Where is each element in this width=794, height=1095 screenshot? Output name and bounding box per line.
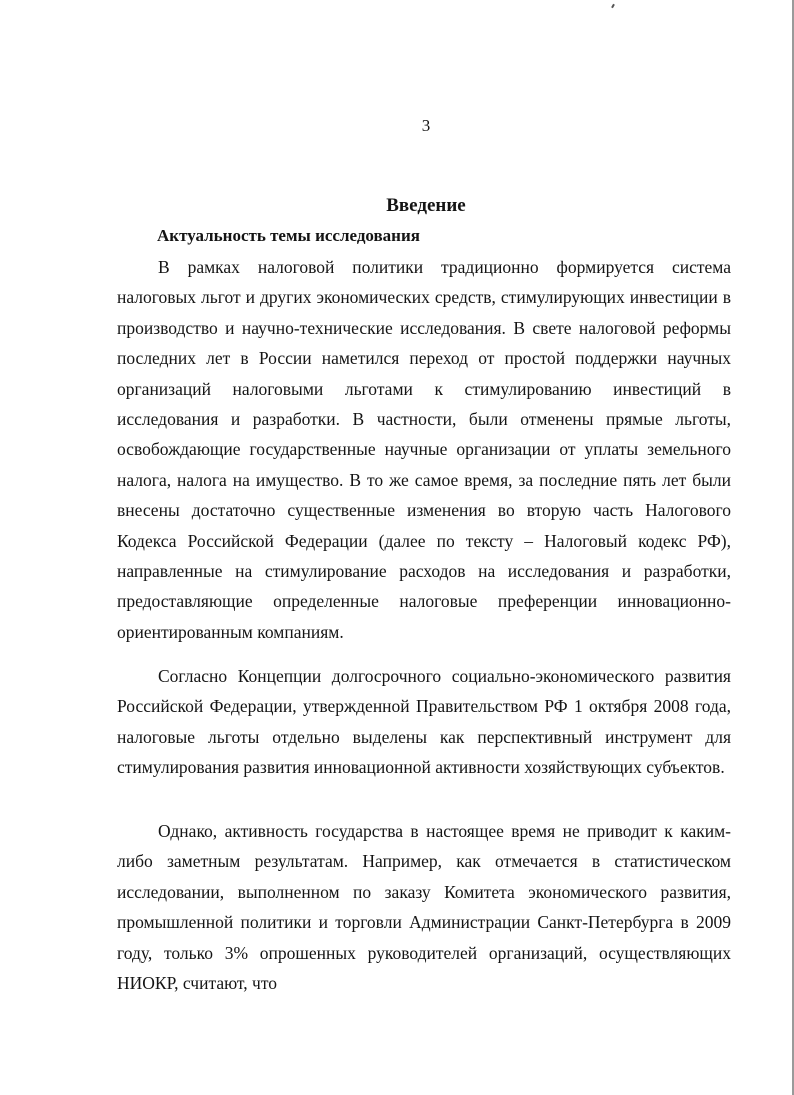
scan-speck — [611, 4, 615, 8]
page-number: 3 — [421, 116, 431, 135]
subsection-title: Актуальность темы исследования — [157, 226, 420, 245]
paragraph-1 — [117, 252, 731, 647]
paragraph-2-text: Согласно Концепции долгосрочного социально-экономического развития Российской Федерации, утвержденной Правительством РФ 1 октября 2008 года, налоговые льготы отдельно выделены как перспективный инструмент для стимулирования развития инновационной активности хозяйствующих субъектов. — [117, 666, 731, 778]
paragraph-1-text: В рамках налоговой политики традиционно формируется система налоговых льгот и других экономических средств, стимулирующих инвестиции в производство и научно-технические исследования. В свете налоговой реформы последних лет в России наметился переход от простой поддержки научных организаций налоговыми льготами к стимулированию инвестиций в исследования и разработки. В частности, были отменены прямые льготы, освобождающие государственные научные организации от уплаты земельного налога, налога на имущество. В то же самое время, за последние пять лет были внесены достаточно существенные изменения во вторую часть Налогового Кодекса Российской Федерации (далее по тексту – Налоговый кодекс РФ), направленные на стимулирование расходов на исследования и разработки, предоставляющие определенные налоговые преференции инновационно-ориентированным компаниям. — [117, 257, 731, 642]
section-title: Введение — [386, 195, 466, 216]
paragraph-3 — [117, 816, 731, 998]
paragraph-2 — [117, 661, 731, 783]
paragraph-3-text: Однако, активность государства в настоящее время не приводит к каким-либо заметным результатам. Например, как отмечается в статистическом исследовании, выполненном по заказу Комитета экономического развития, промышленной политики и торговли Администрации Санкт-Петербурга в 2009 году, только 3% опрошенных руководителей организаций, осуществляющих НИОКР, считают, что — [117, 821, 731, 994]
